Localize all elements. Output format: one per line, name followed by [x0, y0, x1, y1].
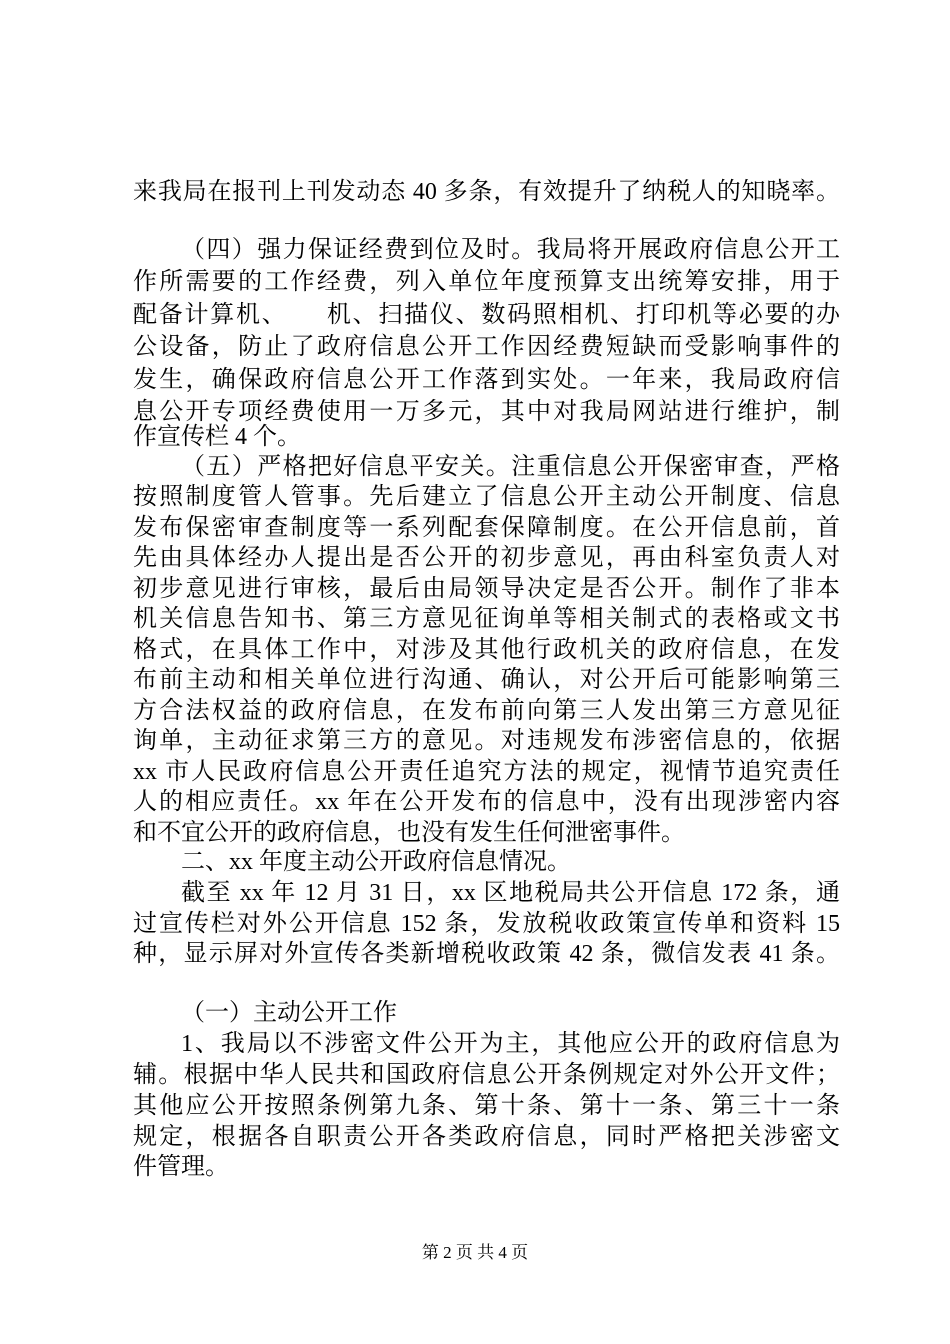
body-line: 作所需要的工作经费，列入单位年度预算支出统筹安排，用于	[133, 269, 840, 295]
body-line: 配备计算机、 机、扫描仪、数码照相机、打印机等必要的办	[133, 302, 840, 328]
body-line: 先由具体经办人提出是否公开的初步意见，再由科室负责人对	[133, 545, 840, 571]
subsection-heading: （一）主动公开工作	[181, 1000, 397, 1026]
body-line: 询单，主动征求第三方的意见。对违规发布涉密信息的，依据	[133, 728, 840, 754]
paragraph-heading-line: （四）强力保证经费到位及时。我局将开展政府信息公开工	[181, 237, 840, 263]
body-line: 格式，在具体工作中，对涉及其他行政机关的政府信息，在发	[133, 637, 840, 663]
paragraph-heading-line: （五）严格把好信息平安关。注重信息公开保密审查，严格	[181, 454, 840, 480]
body-line: 其他应公开按照条例第九条、第十条、第十一条、第三十一条	[133, 1093, 840, 1119]
body-line: 辅。根据中华人民共和国政府信息公开条例规定对外公开文件；	[133, 1062, 840, 1088]
body-line: 件管理。	[133, 1154, 229, 1180]
body-line: 公设备，防止了政府信息公开工作因经费短缺而受影响事件的	[133, 334, 840, 360]
body-line: xx 市人民政府信息公开责任追究方法的规定，视情节追究责任	[133, 759, 840, 785]
body-line: 按照制度管人管事。先后建立了信息公开主动公开制度、信息	[133, 484, 840, 510]
body-line: 过宣传栏对外公开信息 152 条，发放税收政策宣传单和资料 15	[133, 911, 840, 937]
body-line: 作宣传栏 4 个。	[133, 424, 301, 450]
body-line: 发生，确保政府信息公开工作落到实处。一年来，我局政府信	[133, 367, 840, 393]
section-heading: 二、xx 年度主动公开政府信息情况。	[181, 849, 571, 875]
body-line: 方合法权益的政府信息，在发布前向第三人发出第三方意见征	[133, 698, 840, 724]
body-line: 初步意见进行审核，最后由局领导决定是否公开。制作了非本	[133, 576, 840, 602]
body-line: 1、我局以不涉密文件公开为主，其他应公开的政府信息为	[181, 1031, 840, 1057]
body-line: 来我局在报刊上刊发动态 40 多条，有效提升了纳税人的知晓率。	[133, 179, 840, 205]
body-line: 和不宜公开的政府信息，也没有发生任何泄密事件。	[133, 820, 685, 846]
body-line: 截至 xx 年 12 月 31 日，xx 区地税局共公开信息 172 条，通	[181, 880, 840, 906]
body-line: 规定，根据各自职责公开各类政府信息，同时严格把关涉密文	[133, 1124, 840, 1150]
body-line: 种，显示屏对外宣传各类新增税收政策 42 条，微信发表 41 条。	[133, 941, 840, 967]
body-line: 布前主动和相关单位进行沟通、确认，对公开后可能影响第三	[133, 667, 840, 693]
body-line: 息公开专项经费使用一万多元，其中对我局网站进行维护，制	[133, 399, 840, 425]
body-line: 机关信息告知书、第三方意见征询单等相关制式的表格或文书	[133, 606, 840, 632]
page-number-footer: 第 2 页 共 4 页	[421, 1243, 529, 1262]
body-line: 发布保密审查制度等一系列配套保障制度。在公开信息前，首	[133, 515, 840, 541]
body-line: 人的相应责任。xx 年在公开发布的信息中，没有出现涉密内容	[133, 789, 840, 815]
